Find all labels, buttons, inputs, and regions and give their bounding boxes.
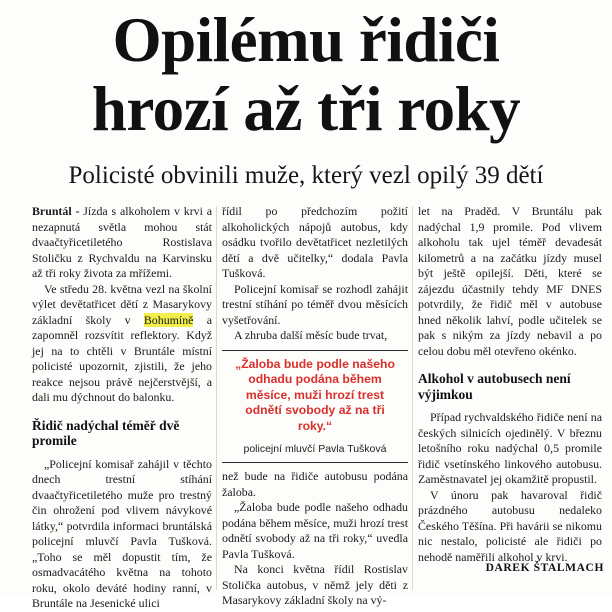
paragraph-text: a zapomněl rozsvítit reflektory. Když jej na to chtěli v Bruntále místní policisté upozornit, zjistili, že jeho reakce nejsou právě nejčerstvější, a dali mu dýchnout do balonku. [32,312,212,404]
article-column-1 [32,204,212,612]
paragraph: Na konci května řídil Rostislav Stolička autobus, v němž jely děti z Masarykovy základní školy na vý- [222,562,408,607]
paragraph: než bude na řidiče autobusu podána žaloba. [222,469,408,499]
highlighted-word: Bohumíně [143,312,194,327]
quote-bottom-rule [222,462,408,463]
pull-quote-text: „Žaloba bude podle našeho odhadu podána během měsíce, muži hrozí trest odnětí svobody až na tři roky.“ [235,356,395,433]
paragraph: „Policejní komisař zahájil v těchto dnech trestní stíhání dvaačtyřicetiletého muže pro trestný čin ohrožení pod vlivem návykové látky,“ potvrdila informaci bruntálská policejní mluvčí Pavla Tušková. „Toho se měl dopustit tím, že osmadvacátého května na tohoto roku, okolo deváté hodiny ranní, v Bruntále na Jesenické ulici [32,456,212,610]
paragraph: V únoru pak havaroval řidič prázdného autobusu nedaleko Českého Těšína. Při havárii se nikomu nic nestalo, policisté ale řidiči po nehodě naměřili alkohol v krvi. [418,487,602,564]
lead-paragraph [32,204,212,282]
headline-line-2: hrozí až tři roky [91,74,521,144]
subheadline: Policisté obvinili muže, který vezl opilý 39 dětí [68,162,544,189]
paragraph: „Žaloba bude podle našeho odhadu podána během měsíce, muži hrozí trest odnětí svobody až na tři roky,“ uvedla Pavla Tušková. [222,500,408,561]
paragraph: Policejní komisař se rozhodl zahájit trestní stíhání po téměř dvou měsících vyšetřování. [222,281,408,327]
pull-quote-attribution: policejní mluvčí Pavla Tušková [243,443,387,455]
lead-text: Jízda s alkoholem v krvi a nezapnutá světla mohou stát dvaačtyřicetiletého Rostislava Stoličku z Rychvaldu na Karvinsku až tři roky života za mřížemi. [32,204,213,280]
article-column-3 [418,204,602,565]
paragraph-text: Ve středu 28. května vezl na školní výlet devětatřicet dětí z Masarykovy základní školy v [32,281,212,327]
paragraph [32,282,212,406]
dateline: Bruntál - [32,204,80,218]
quote-top-rule [222,350,408,351]
paragraph: řídil po předchozím požití alkoholických nápojů autobus, kdy osádku tvořilo devětatřicet nezletilých dětí a dvě učitelky,“ dodala Pavla Tušková. [222,204,408,280]
column-divider-2 [412,206,413,590]
paragraph: Případ rychvaldského řidiče není na českých silnicích ojedinělý. V březnu letošního roku nadýchal 0,5 promile řidič vsetínského linkového autobusu. Zaměstnavatel jej okamžitě propustil. [418,410,602,486]
author-byline: DAREK ŠTALMACH [485,562,604,574]
section-heading: Alkohol v autobusech není výjimkou [418,371,571,402]
pull-quote [228,357,402,457]
column-divider-1 [216,206,217,590]
headline-line-1: Opilému řidiči [112,5,500,75]
paragraph: A zhruba další měsíc bude trvat, [234,328,388,342]
article-column-2 [222,204,408,609]
section-heading: Řidič nadýchal téměř dvě promile [32,417,180,448]
paragraph: let na Praděd. V Bruntálu pak nadýchal 1,9 promile. Pod vlivem alkoholu tak ujel téměř devadesát kilometrů a na začátku jízdy musel být ještě opilejší. Děti, které se zájezdu účastnily tehdy MF DNES potvrdily, že řidič měl v autobuse hned několik lahví, podle učitelek se pak s nikým za jízdy nebavil a po celou dobu měl otevřeno okénko. [418,204,602,358]
